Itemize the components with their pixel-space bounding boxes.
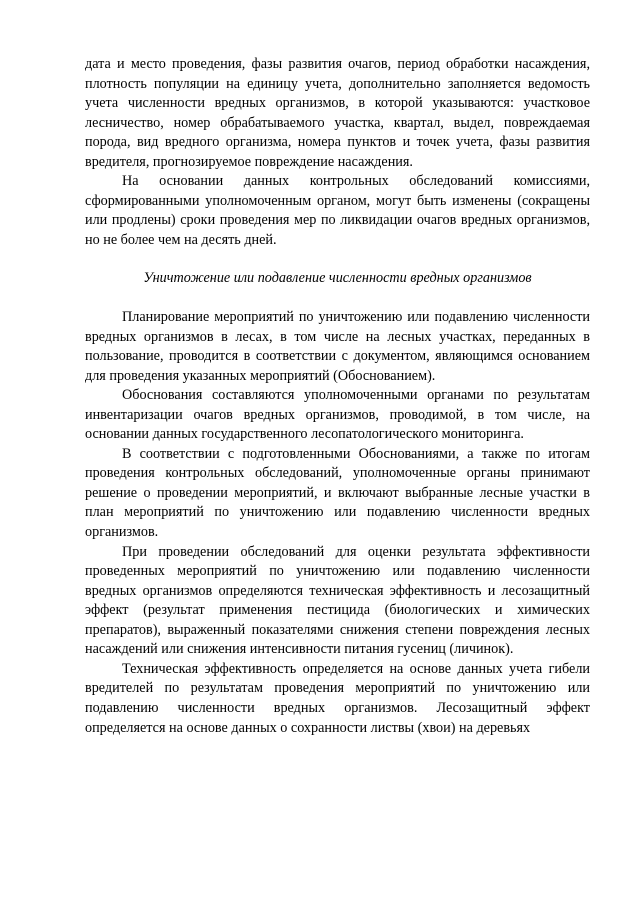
paragraph-planning: Планирование мероприятий по уничтожению или подавлению численности вредных организмов в лесах, в том числе на лесных участках, переданных в пользование, проводится в соответствии с документом, являющимся основанием для проведения указанных мероприятий (Обоснованием). xyxy=(85,309,590,384)
paragraph-efficiency-assessment: При проведении обследований для оценки результата эффективности проведенных мероприятий по уничтожению или подавлению численности вредных организмов определяются техническая эффективность и лесозащитный эффект (результат применения пестицида (биологических и химических препаратов), выраженный показателями снижения степени повреждения лесных насаждений или снижения интенсивности питания гусениц (личинок). xyxy=(85,543,590,658)
section-heading: Уничтожение или подавление численности вредных организмов xyxy=(143,270,532,287)
paragraph-record-details: дата и место проведения, фазы развития очагов, период обработки насаждения, плотность популяции на единицу учета, дополнительно заполняется ведомость учета численности вредных организмов, в которой указываются: участковое лесничество, номер обрабатываемого участка, квартал, выдел, повреждаемая порода, вид вредного организма, номера пунктов и точек учета, фазы развития вредителя, прогнозируемое повреждение насаждения. xyxy=(85,56,590,170)
paragraph-decision: В соответствии с подготовленными Обоснованиями, а также по итогам проведения контрольных обследований, уполномоченные органы принимают решение о проведении мероприятий, и включают выбранные лесные участки в план мероприятий по уничтожению или подавлению численности вредных организмов. xyxy=(85,445,590,541)
paragraph-technical-efficiency: Техническая эффективность определяется на основе данных учета гибели вредителей по результатам проведения мероприятий по уничтожению или подавлению численности вредных организмов. Лесозащитный эффект определяется на основе данных о сохранности листвы (хвои) на деревьях xyxy=(85,660,590,736)
paragraph-control-surveys: На основании данных контрольных обследований комиссиями, сформированными уполномоченным органом, могут быть изменены (сокращены или продлены) сроки проведения мер по ликвидации очагов вредных организмов, но не более чем на десять дней. xyxy=(85,173,590,248)
document-page xyxy=(85,55,590,738)
paragraph-justifications: Обоснования составляются уполномоченными органами по результатам инвентаризации очагов вредных организмов, проводимой, в том числе, на основании данных государственного лесопатологического мониторинга. xyxy=(85,387,590,443)
